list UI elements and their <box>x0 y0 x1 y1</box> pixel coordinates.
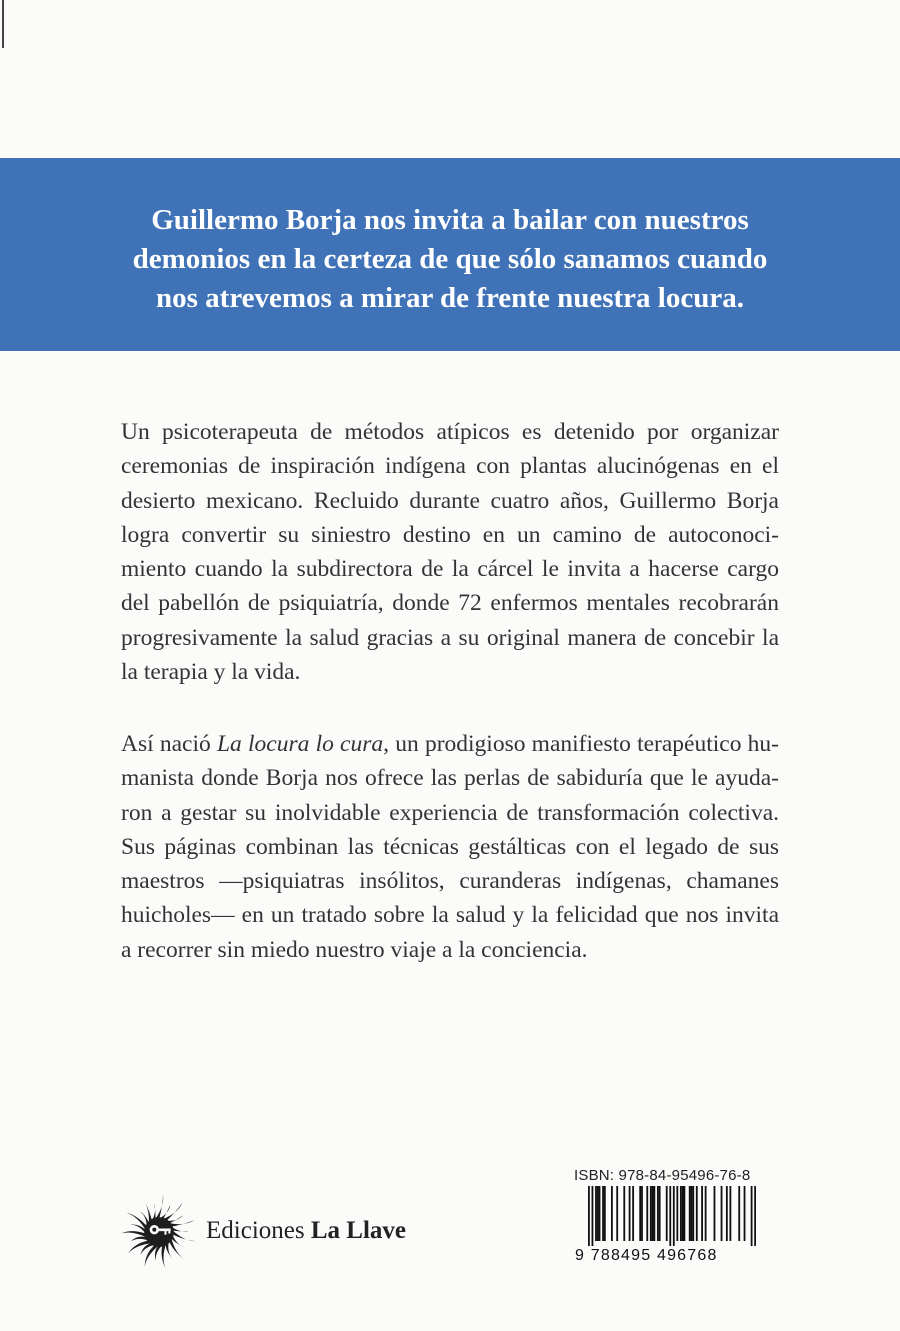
barcode-bar <box>705 1186 707 1241</box>
barcode-bar <box>629 1186 631 1241</box>
barcode-bar <box>597 1186 599 1241</box>
text-line: Un psicoterapeuta de métodos atípicos es detenido por organizar <box>121 419 779 445</box>
publisher-name-bold: La Llave <box>310 1217 406 1244</box>
barcode-bar <box>754 1186 756 1246</box>
barcode-bar <box>641 1186 643 1241</box>
text-line: desierto mexicano. Recluido durante cuatro años, Guillermo Borja <box>121 487 779 514</box>
barcode-bar <box>646 1186 648 1241</box>
barcode-bar <box>726 1186 728 1241</box>
barcode-bar <box>604 1186 606 1241</box>
text-line: progresivamente la salud gracias a su original manera de concebir la <box>121 624 779 651</box>
barcode-bar <box>666 1186 668 1241</box>
text-line: la terapia y la vida. <box>121 659 301 686</box>
synopsis-paragraph-2 <box>121 727 779 967</box>
text-line: ron a gestar su inolvidable experiencia de transformación colectiva. <box>121 799 779 826</box>
logo-ray <box>162 1243 167 1269</box>
sun-key-icon <box>120 1193 198 1271</box>
barcode-bar <box>721 1186 723 1241</box>
barcode-bar <box>683 1186 685 1241</box>
barcode-bar <box>602 1186 604 1241</box>
barcode-bar <box>692 1186 694 1241</box>
barcode-bar <box>696 1186 698 1241</box>
barcode-bar <box>659 1186 661 1241</box>
blurb-line: nos atrevemos a mirar de frente nuestra locura. <box>156 282 744 314</box>
logo-ray <box>169 1237 185 1259</box>
logo-ray <box>172 1230 195 1241</box>
barcode-bar <box>657 1186 659 1241</box>
text-fragment: , un prodigioso manifiesto terapéutico hu- <box>383 731 780 757</box>
text-line: Sus páginas combinan las técnicas gestálticas con el legado de sus <box>121 833 779 860</box>
logo-ray <box>155 1195 163 1220</box>
barcode-bar <box>676 1186 678 1241</box>
blurb-quote <box>0 201 900 318</box>
text-line <box>121 727 779 761</box>
barcode-digits: 9 788495 496768 <box>575 1247 718 1264</box>
publisher-name-regular: Ediciones <box>206 1217 305 1244</box>
barcode-bar <box>623 1186 625 1241</box>
barcode-bar <box>714 1186 716 1241</box>
text-line: huicholes— en un tratado sobre la salud y la felicidad que nos invita <box>121 902 779 929</box>
barcode-bar <box>691 1186 693 1241</box>
barcode-bar <box>592 1186 594 1246</box>
barcode-bar <box>682 1186 684 1241</box>
publisher-name <box>206 1216 406 1246</box>
text-fragment: Así nació <box>121 731 217 757</box>
blurb-line: Guillermo Borja nos invita a bailar con nuestros <box>151 204 749 236</box>
synopsis-paragraph-1 <box>121 415 779 689</box>
barcode-bar <box>616 1186 618 1241</box>
barcode-bar <box>744 1186 746 1241</box>
barcode-bar <box>701 1186 703 1241</box>
text-line: miento cuando la subdirectora de la cárcel le invita a hacerse cargo <box>121 556 779 583</box>
text-line: ceremonias de inspiración indígena con plantas alucinógenas en el <box>121 453 779 480</box>
text-line: maestros —psiquiatras insólitos, curanderas indígenas, chamanes <box>121 868 779 895</box>
text-line: logra convertir su siniestro destino en un camino de autoconoci- <box>121 521 779 548</box>
text-line: a recorrer sin miedo nuestro viaje a la conciencia. <box>121 936 588 963</box>
text-line: manista donde Borja nos ofrece las perlas de sabiduría que le ayuda- <box>121 765 779 792</box>
barcode-bar <box>639 1186 641 1241</box>
barcode-bar <box>680 1186 682 1241</box>
barcode-bar <box>588 1186 590 1246</box>
barcode-bar <box>653 1186 655 1241</box>
text-line: del pabellón de psiquiatría, donde 72 enfermos mentales recobrarán <box>121 590 779 617</box>
isbn-label: ISBN: 978-84-95496-76-8 <box>574 1167 751 1184</box>
book-title: La locura lo cura <box>216 731 384 757</box>
barcode-bar <box>632 1186 634 1241</box>
barcode-bar <box>611 1186 613 1241</box>
barcode-bar <box>751 1186 753 1246</box>
barcode-bar <box>729 1186 731 1241</box>
barcode-bar <box>673 1186 675 1246</box>
barcode-bar <box>652 1186 654 1241</box>
edge-mark <box>2 0 4 48</box>
blurb-banner <box>0 158 900 351</box>
barcode-bar <box>738 1186 740 1241</box>
logo-ray <box>122 1231 147 1238</box>
barcode-bar <box>595 1186 597 1241</box>
barcode-bar <box>669 1186 671 1246</box>
barcode-bar <box>599 1186 601 1241</box>
barcode-bar <box>650 1186 652 1241</box>
barcode-bar <box>689 1186 691 1241</box>
barcode <box>588 1186 756 1246</box>
blurb-line: demonios en la certeza de que sólo sanamos cuando <box>132 243 768 275</box>
